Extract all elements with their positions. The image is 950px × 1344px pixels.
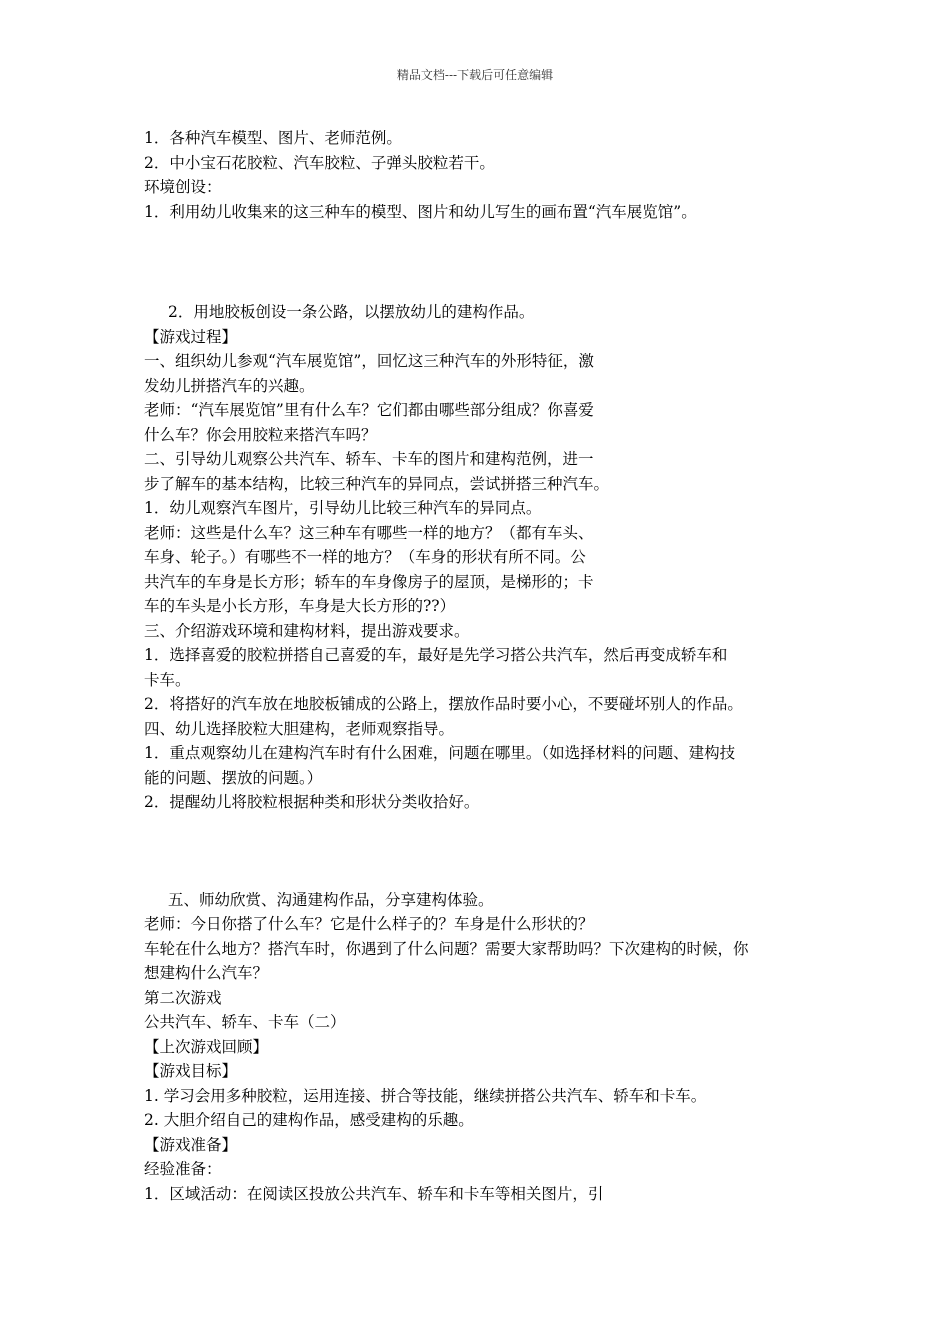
text-line: 2．将搭好的汽车放在地胶板铺成的公路上，摆放作品时要小心，不要碰坏别人的作品。 (144, 695, 743, 713)
section-heading: 【上次游戏回顾】 (144, 1037, 269, 1056)
text-line: 经验准备： (144, 1160, 222, 1178)
page-header: 精品文档---下载后可任意编辑 (396, 68, 554, 82)
section-heading: 第二次游戏 (144, 988, 222, 1007)
text-line: 1．选择喜爱的胶粒拼搭自己喜爱的车，最好是先学习搭公共汽车，然后再变成轿车和 (144, 646, 728, 664)
document-body (144, 126, 824, 1206)
page-break-gap (144, 815, 824, 888)
text-line: 一、组织幼儿参观“汽车展览馆”，回忆这三种汽车的外形特征，激 (144, 352, 594, 370)
paragraph-group-1 (144, 126, 824, 224)
text-line: 什么车？你会用胶粒来搭汽车吗？ (144, 425, 377, 444)
text-line: 2．用地胶板创设一条公路，以摆放幼儿的建构作品。 (168, 303, 535, 321)
text-line: 1．幼儿观察汽车图片，引导幼儿比较三种汽车的异同点。 (144, 499, 542, 517)
text-line: 2．中小宝石花胶粒、汽车胶粒、子弹头胶粒若干。 (144, 153, 495, 172)
text-line: 能的问题、摆放的问题。） (144, 768, 323, 787)
paragraph-group-3 (144, 888, 824, 1207)
section-heading: 【游戏目标】 (144, 1062, 238, 1080)
text-line: 老师：“汽车展览馆”里有什么车？它们都由哪些部分组成？你喜爱 (144, 401, 594, 419)
text-line: 卡车。 (144, 670, 191, 689)
section-heading: 【游戏过程】 (144, 327, 238, 346)
paragraph-group-2 (144, 300, 824, 815)
text-line: 车轮在什么地方？搭汽车时，你遇到了什么问题？需要大家帮助吗？下次建构的时候，你 (144, 939, 749, 958)
text-line: 四、幼儿选择胶粒大胆建构，老师观察指导。 (144, 719, 455, 738)
text-line: 共汽车的车身是长方形；轿车的车身像房子的屋顶，是梯形的；卡 (144, 572, 594, 591)
section-heading: 公共汽车、轿车、卡车（二） (144, 1013, 346, 1031)
text-line: 2．提醒幼儿将胶粒根据种类和形状分类收拾好。 (144, 793, 480, 811)
text-line: 步了解车的基本结构，比较三种汽车的异同点，尝试拼搭三种汽车。 (144, 474, 610, 493)
text-line: 想建构什么汽车？ (144, 964, 269, 982)
text-line: 老师：这些是什么车？这三种车有哪些一样的地方？（都有车头、 (144, 523, 594, 542)
text-line: 二、引导幼儿观察公共汽车、轿车、卡车的图片和建构范例，进一 (144, 450, 594, 468)
text-line: 1．重点观察幼儿在建构汽车时有什么困难，问题在哪里。（如选择材料的问题、建构技 (144, 744, 736, 762)
section-heading: 【游戏准备】 (144, 1135, 238, 1154)
text-line: 老师：今日你搭了什么车？它是什么样子的？车身是什么形状的？ (144, 915, 594, 933)
text-line: 环境创设： (144, 178, 222, 196)
text-line: 2. 大胆介绍自己的建构作品，感受建构的乐趣。 (144, 1111, 474, 1129)
text-line: 发幼儿拼搭汽车的兴趣。 (144, 376, 315, 395)
text-line: 车的车头是小长方形，车身是大长方形的??） (144, 597, 456, 615)
text-line: 1．各种汽车模型、图片、老师范例。 (144, 129, 402, 147)
text-line: 五、师幼欣赏、沟通建构作品，分享建构体验。 (168, 890, 494, 909)
text-line: 三、介绍游戏环境和建构材料，提出游戏要求。 (144, 621, 470, 640)
text-line: 1. 学习会用多种胶粒，运用连接、拼合等技能，继续拼搭公共汽车、轿车和卡车。 (144, 1086, 707, 1105)
text-line: 车身、轮子。）有哪些不一样的地方？（车身的形状有所不同。公 (144, 548, 586, 566)
text-line: 1．区域活动：在阅读区投放公共汽车、轿车和卡车等相关图片，引 (144, 1184, 604, 1203)
text-line: 1．利用幼儿收集来的这三种车的模型、图片和幼儿写生的画布置“汽车展览馆”。 (144, 202, 697, 221)
page-break-gap (144, 224, 824, 300)
